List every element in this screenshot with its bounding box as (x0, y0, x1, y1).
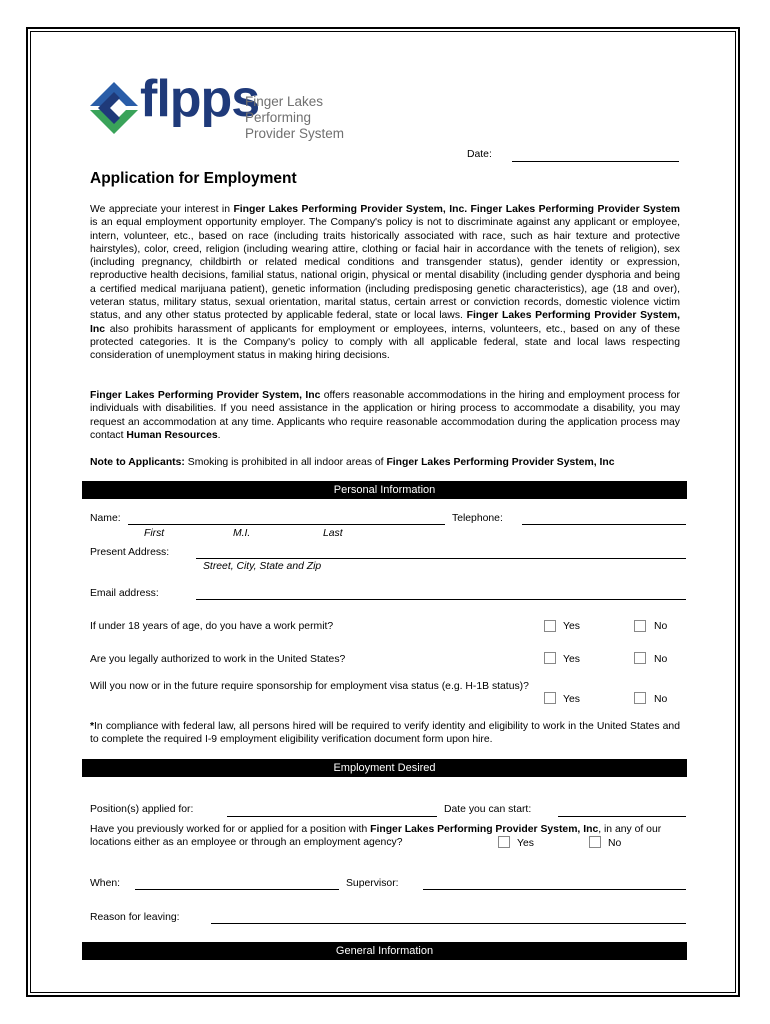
hr-contact: Human Resources (126, 429, 218, 441)
work-authorization-yes-checkbox[interactable] (544, 652, 556, 664)
date-field[interactable] (512, 161, 679, 162)
compliance-asterisk: * (90, 721, 95, 732)
supervisor-label: Supervisor: (346, 878, 399, 889)
eeo-statement (90, 203, 680, 363)
reason-for-leaving-label: Reason for leaving: (90, 912, 180, 923)
last-name-hint: Last (323, 528, 343, 539)
note-org-name: Finger Lakes Performing Provider System, Inc (386, 457, 615, 468)
logo-tagline (245, 94, 385, 142)
work-authorization-yes-label: Yes (563, 654, 580, 665)
work-permit-no-label: No (654, 621, 668, 632)
eeo-org-name: Finger Lakes Performing Provider System, Inc. Finger Lakes Performing Provider System (233, 204, 681, 215)
section-personal-information: Personal Information (82, 481, 687, 499)
logo-wordmark: flpps (140, 70, 260, 128)
work-permit-no-checkbox[interactable] (634, 620, 646, 632)
accommodation-end: . (217, 429, 221, 441)
sponsorship-question: Will you now or in the future require sponsorship for employment visa status (e.g. H-1B status)? (90, 681, 529, 692)
page-title: Application for Employment (90, 170, 297, 187)
eeo-org-name-2: Finger Lakes Performing Provider System, Inc (90, 310, 680, 335)
work-permit-yes-checkbox[interactable] (544, 620, 556, 632)
work-authorization-no-label: No (654, 654, 668, 665)
logo-tagline-line-1: Finger Lakes Performing (245, 94, 324, 125)
previous-employment-no-checkbox[interactable] (589, 836, 601, 848)
section-general-information: General Information (82, 942, 687, 960)
previous-employment-text: Have you previously worked for or applied for a position with (90, 824, 371, 835)
section-employment-desired: Employment Desired (82, 759, 687, 777)
middle-initial-hint: M.I. (233, 528, 251, 539)
sponsorship-yes-label: Yes (563, 694, 580, 705)
work-authorization-question: Are you legally authorized to work in the United States? (90, 654, 346, 665)
sponsorship-yes-checkbox[interactable] (544, 692, 556, 704)
date-label: Date: (467, 149, 492, 160)
email-label: Email address: (90, 588, 159, 599)
sponsorship-no-checkbox[interactable] (634, 692, 646, 704)
previous-employment-yes-label: Yes (517, 838, 534, 849)
previous-employment-org: Finger Lakes Performing Provider System, Inc (370, 824, 599, 835)
positions-label: Position(s) applied for: (90, 804, 194, 815)
eeo-prefix: We appreciate your interest in (90, 204, 234, 215)
address-label: Present Address: (90, 547, 170, 558)
previous-employment-no-label: No (608, 838, 622, 849)
accommodation-org-name: Finger Lakes Performing Provider System, Inc (90, 390, 321, 401)
start-date-label: Date you can start: (444, 804, 532, 815)
first-name-hint: First (144, 528, 165, 539)
accommodation-text: offers reasonable accommodations in the hiring and employment process for individuals with disabilities. If you need assistance in the application or hiring process to accommodate a disability, you may request an accommodation at any time. Applicants who require reasonable accommodation during the application process may contact (90, 390, 680, 441)
compliance-text: In compliance with federal law, all persons hired will be required to verify identity and eligibility to work in the United States and to complete the required I-9 employment eligibility verification document form upon hire. (90, 721, 680, 746)
when-label: When: (90, 878, 121, 889)
flpps-logo-icon (88, 80, 140, 136)
start-date-field[interactable] (558, 816, 686, 817)
address-field[interactable] (196, 558, 686, 559)
work-permit-yes-label: Yes (563, 621, 580, 632)
previous-employment-yes-checkbox[interactable] (498, 836, 510, 848)
i9-compliance-note (90, 720, 680, 747)
eeo-text-2: also prohibits harassment of applicants for employment or employees, interns, volunteers, etc., based on any of these protected categories. It is the Company's policy to comply with all applicable federal, state and local laws respecting consideration of unemployment status in making hiring decisions. (90, 323, 680, 362)
positions-field[interactable] (227, 816, 437, 817)
supervisor-field[interactable] (423, 889, 686, 890)
sponsorship-no-label: No (654, 694, 668, 705)
name-label: Name: (90, 513, 121, 524)
address-hint: Street, City, State and Zip (203, 561, 322, 572)
note-text: Smoking is prohibited in all indoor areas of (184, 457, 387, 468)
telephone-label: Telephone: (452, 513, 503, 524)
smoking-note (90, 456, 680, 469)
note-label: Note to Applicants: (90, 457, 185, 468)
email-field[interactable] (196, 599, 686, 600)
when-field[interactable] (135, 889, 339, 890)
logo-tagline-line-2: Provider System (245, 126, 345, 141)
telephone-field[interactable] (522, 524, 686, 525)
eeo-text: is an equal employment opportunity employer. The Company's policy is not to discriminate against any applicant or employee, intern, volunteer, etc., based on race (including traits historically associated with race, such as hair texture and protective hairstyles), color, creed, religion (including wearing attire, clothing or facial hair in accordance with the tenets of religion), sex (including pregnancy, childbirth or related medical conditions and transgender status), gender identity or expression, reproductive health decisions, familial status, national origin, physical or mental disability (including gender dysphoria and being a certified medical marijuana patient), genetic information (including predisposing genetic characteristics), age (18 and over), veteran status, military status, sexual orientation, marital status, certain arrest or conviction records, domestic violence victim status, and any other status protected by applicable federal, state or local laws. (90, 217, 680, 322)
accommodation-statement (90, 389, 680, 442)
work-authorization-no-checkbox[interactable] (634, 652, 646, 664)
previous-employment-text-2: , in any of our locations either as an employee or through an employment agency? (90, 824, 662, 849)
name-field[interactable] (128, 524, 445, 525)
reason-for-leaving-field[interactable] (211, 923, 686, 924)
work-permit-question: If under 18 years of age, do you have a work permit? (90, 621, 334, 632)
